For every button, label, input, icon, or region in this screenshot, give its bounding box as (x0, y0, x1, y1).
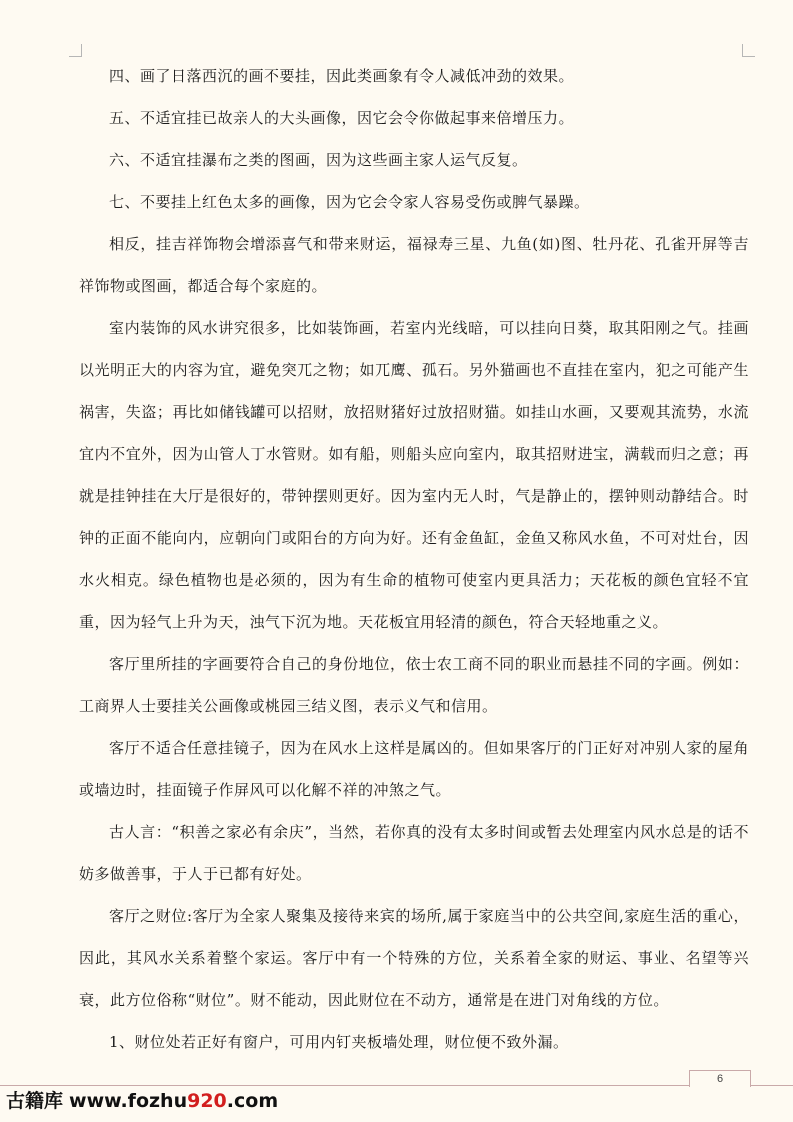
watermark-url-prefix: www.fozhu (69, 1090, 188, 1112)
paragraph: 古人言：“积善之家必有余庆”，当然，若你真的没有太多时间或暂去处理室内风水总是的话不妨多做善事，于人于已都有好处。 (79, 823, 749, 883)
paragraph: 相反，挂吉祥饰物会增添喜气和带来财运，福禄寿三星、九鱼(如)图、牡丹花、孔雀开屏等吉祥饰物或图画，都适合每个家庭的。 (79, 235, 749, 295)
paragraph: 五、不适宜挂已故亲人的大头画像，因它会令你做起事来倍增压力。 (109, 109, 575, 127)
paragraph: 四、画了日落西沉的画不要挂，因此类画象有令人减低冲劲的效果。 (109, 67, 575, 85)
page-number: 6 (689, 1070, 751, 1087)
paragraph: 客厅之财位:客厅为全家人聚集及接待来宾的场所,属于家庭当中的公共空间,家庭生活的重心，因此，其风水关系着整个家运。客厅中有一个特殊的方位，关系着全家的财运、事业、名望等兴衰，此方位俗称“财位”。财不能动，因此财位在不动方，通常是在进门对角线的方位。 (79, 907, 749, 1009)
paragraph: 客厅里所挂的字画要符合自己的身份地位，依士农工商不同的职业而悬挂不同的字画。例如：工商界人士要挂关公画像或桃园三结义图，表示义气和信用。 (79, 655, 749, 715)
watermark-url-suffix: .com (226, 1090, 279, 1112)
watermark-url (69, 1090, 278, 1112)
paragraph: 客厅不适合任意挂镜子，因为在风水上这样是属凶的。但如果客厅的门正好对冲别人家的屋角或墙边时，挂面镜子作屏风可以化解不祥的冲煞之气。 (79, 739, 749, 799)
paragraph: 1、财位处若正好有窗户，可用内钉夹板墙处理，财位便不致外漏。 (109, 1033, 569, 1051)
site-watermark (6, 1086, 278, 1116)
watermark-url-number: 920 (187, 1090, 227, 1112)
paragraph: 六、不适宜挂瀑布之类的图画，因为这些画主家人运气反复。 (109, 151, 528, 169)
watermark-name: 古籍库 (6, 1090, 64, 1112)
paragraph: 七、不要挂上红色太多的画像，因为它会令家人容易受伤或脾气暴躁。 (109, 193, 590, 211)
paragraph: 室内装饰的风水讲究很多，比如装饰画，若室内光线暗，可以挂向日葵，取其阳刚之气。挂画以光明正大的内容为宜，避免突兀之物；如兀鹰、孤石。另外猫画也不直挂在室内，犯之可能产生祸害，失盗；再比如储钱罐可以招财，放招财猪好过放招财猫。如挂山水画，又要观其流势，水流宜内不宜外，因为山管人丁水管财。如有船，则船头应向室内，取其招财进宝，满载而归之意；再就是挂钟挂在大厅是很好的，带钟摆则更好。因为室内无人时，气是静止的，摆钟则动静结合。时钟的正面不能向内，应朝向门或阳台的方向为好。还有金鱼缸，金鱼又称风水鱼，不可对灶台，因水火相克。绿色植物也是必须的，因为有生命的植物可使室内更具活力；天花板的颜色宜轻不宜重，因为轻气上升为天，浊气下沉为地。天花板宜用轻清的颜色，符合天轻地重之义。 (79, 319, 749, 631)
document-body (79, 55, 749, 1063)
